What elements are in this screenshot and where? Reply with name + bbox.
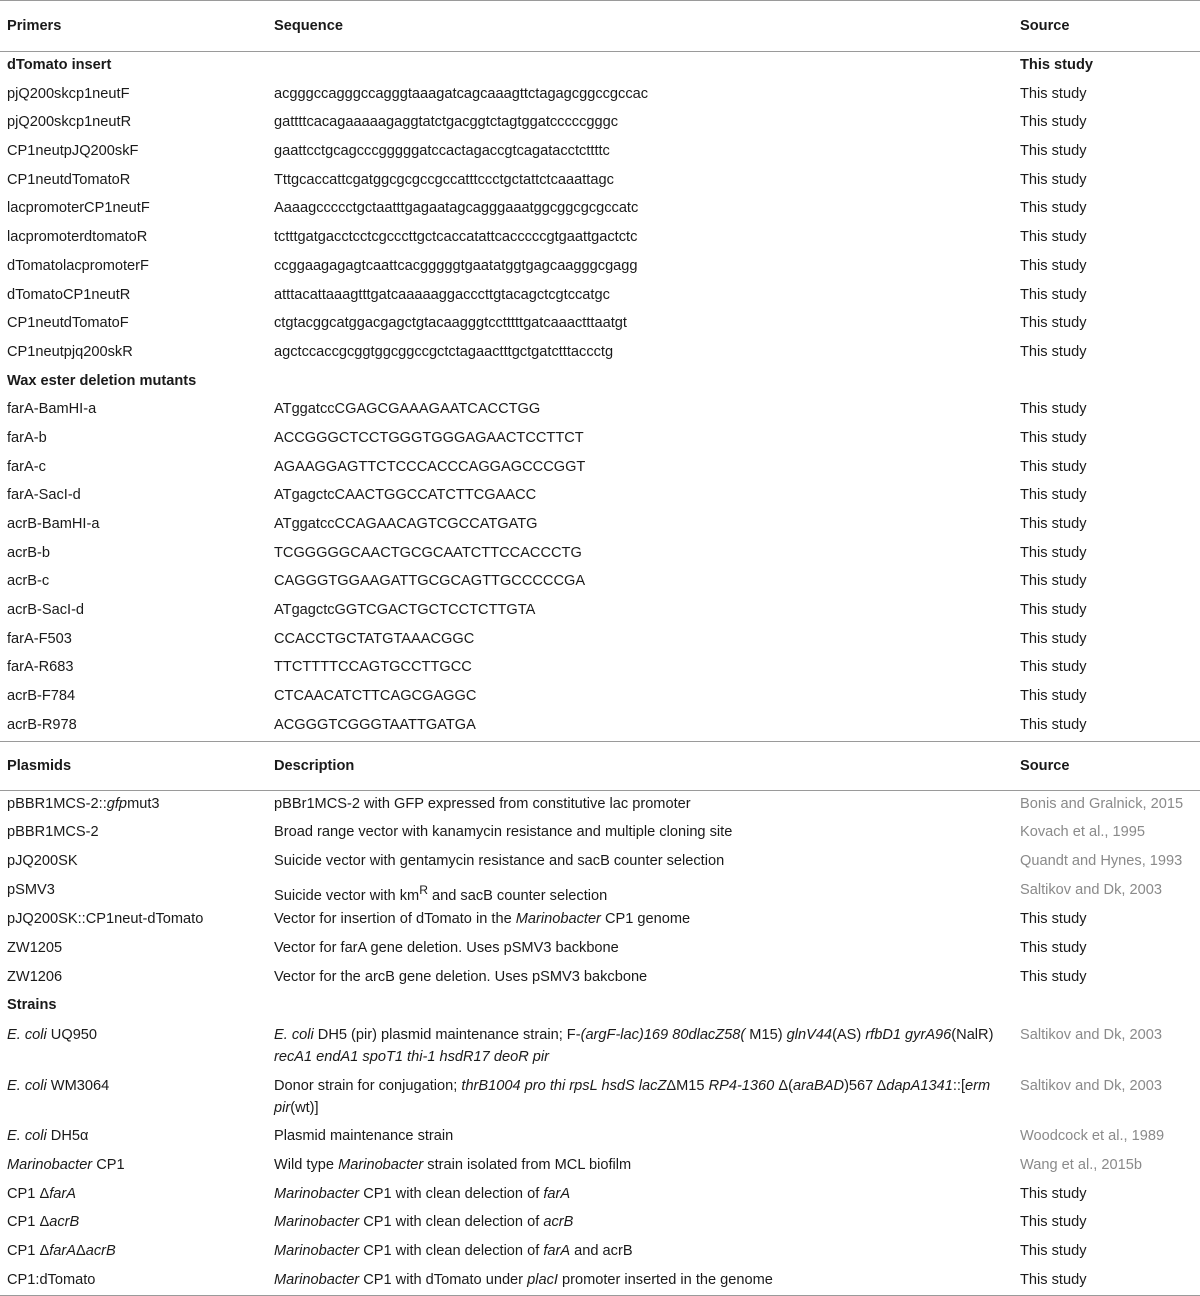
primer-row — [0, 482, 1200, 511]
primer-name: CP1neutdTomatoR — [7, 171, 131, 188]
primer-source: This study — [1020, 200, 1087, 217]
strain-name: CP1 ΔacrB — [7, 1214, 80, 1231]
primer-source: This study — [1020, 573, 1087, 590]
primer-source: This study — [1020, 114, 1087, 131]
plasmid-description: Suicide vector with gentamycin resistance and sacB counter selection — [274, 852, 725, 869]
section-spacer — [267, 52, 1013, 81]
plasmid-source: This study — [1020, 940, 1087, 957]
primer-source: This study — [1020, 487, 1087, 504]
primer-source: This study — [1020, 257, 1087, 274]
primer-sequence: gattttcacagaaaaagaggtatctgacggtctagtggatcccccgggc — [274, 114, 619, 131]
plasmid-row — [0, 935, 1200, 964]
plasmid-name: pJQ200SK::CP1neut-dTomato — [7, 911, 204, 928]
strain-source: This study — [1020, 1185, 1087, 1202]
primer-row — [0, 540, 1200, 569]
primer-row — [0, 712, 1200, 741]
primer-name: CP1neutpJQ200skF — [7, 143, 139, 160]
plasmid-source: Quandt and Hynes, 1993 — [1020, 852, 1183, 869]
plasmid-source: This study — [1020, 968, 1087, 985]
strain-source: This study — [1020, 1214, 1087, 1231]
strain-row — [0, 1209, 1200, 1238]
primer-row — [0, 253, 1200, 282]
plasmid-description: pBBr1MCS-2 with GFP expressed from constitutive lac promoter — [274, 795, 691, 812]
primers-header-row — [0, 1, 1200, 52]
primer-sequence: ACCGGGCTCCTGGGTGGGAGAACTCCTTCT — [274, 429, 584, 446]
primer-source: This study — [1020, 286, 1087, 303]
strain-description: Donor strain for conjugation; thrB1004 pro thi rpsL hsdS lacZΔM15 RP4-1360 Δ(araBAD)567 ΔdapA1341::[erm pir(wt)] — [274, 1078, 991, 1117]
plasmid-row — [0, 964, 1200, 993]
strain-name: E. coli UQ950 — [7, 1027, 98, 1044]
primer-row — [0, 597, 1200, 626]
primer-sequence: agctccaccgcggtggcggccgctctagaactttgctgatctttaccctg — [274, 343, 614, 360]
primer-sequence: acgggccagggccagggtaaagatcagcaaagttctagagcggccgccac — [274, 85, 649, 102]
plasmid-description: Broad range vector with kanamycin resistance and multiple cloning site — [274, 824, 733, 841]
strain-source: This study — [1013, 1267, 1200, 1296]
strain-source: Wang et al., 2015b — [1020, 1156, 1142, 1173]
primer-source: This study — [1020, 401, 1087, 418]
primer-row — [0, 339, 1200, 368]
plasmid-name: pJQ200SK — [7, 852, 78, 869]
primer-name: CP1neutpjq200skR — [7, 343, 133, 360]
plasmid-description: Vector for farA gene deletion. Uses pSMV3 backbone — [274, 940, 619, 957]
strain-description: Plasmid maintenance strain — [274, 1128, 454, 1145]
plasmid-name: pBBR1MCS-2 — [7, 824, 99, 841]
primers-body — [0, 52, 1200, 742]
plasmid-name: ZW1205 — [7, 940, 63, 957]
primer-name: farA-SacI-d — [7, 487, 81, 504]
strain-name: Marinobacter CP1 — [7, 1156, 125, 1173]
strains-section — [0, 992, 1200, 1021]
primer-sequence: atttacattaaagtttgatcaaaaaggacccttgtacagctcgtccatgc — [274, 286, 610, 303]
section-spacer — [267, 368, 1013, 397]
description-column-header: Description — [267, 741, 1013, 790]
primer-row — [0, 654, 1200, 683]
primer-row — [0, 454, 1200, 483]
plasmid-source-column-header: Source — [1013, 741, 1200, 790]
strain-name: CP1 ΔfarA — [7, 1185, 76, 1202]
primer-sequence: ctgtacggcatggacgagctgtacaagggtcctttttgatcaaactttaatgt — [274, 315, 627, 332]
plasmid-row — [0, 819, 1200, 848]
plasmid-row — [0, 848, 1200, 877]
plasmid-name: ZW1206 — [7, 968, 63, 985]
primer-sequence: ACGGGTCGGGTAATTGATGA — [274, 716, 476, 733]
primer-source: This study — [1020, 85, 1087, 102]
primer-row — [0, 511, 1200, 540]
primer-name: lacpromoterCP1neutF — [7, 200, 150, 217]
primer-name: acrB-BamHI-a — [7, 516, 100, 532]
primer-source: This study — [1020, 602, 1087, 619]
strains-section-title: Strains — [7, 997, 57, 1014]
plasmid-source: Bonis and Gralnick, 2015 — [1020, 795, 1184, 812]
primer-sequence: CCACCTGCTATGTAAACGGC — [274, 630, 475, 647]
section-title: dTomato insert — [7, 57, 112, 73]
primer-row — [0, 81, 1200, 110]
strain-row — [0, 1123, 1200, 1152]
primer-name: pjQ200skcp1neutF — [7, 85, 130, 102]
primer-source: This study — [1020, 544, 1087, 561]
primer-name: acrB-R978 — [7, 716, 77, 733]
primer-row — [0, 568, 1200, 597]
strain-name: E. coli WM3064 — [7, 1078, 110, 1095]
section-source — [1013, 368, 1200, 397]
section-heading-row — [0, 992, 1200, 1021]
strain-source: Woodcock et al., 1989 — [1020, 1128, 1165, 1145]
primer-name: farA-c — [7, 458, 46, 475]
plasmid-source: This study — [1020, 911, 1087, 928]
primer-source: This study — [1020, 143, 1087, 160]
strain-name: CP1 ΔfarAΔacrB — [7, 1242, 116, 1259]
primer-row — [0, 626, 1200, 655]
plasmids-body — [0, 790, 1200, 992]
primer-sequence: Aaaagccccctgctaatttgagaatagcagggaaatggcggcgcgccatc — [274, 200, 639, 217]
strain-source: Saltikov and Dk, 2003 — [1020, 1027, 1162, 1044]
strain-row — [0, 1021, 1200, 1072]
primer-row — [0, 310, 1200, 339]
strain-row — [0, 1238, 1200, 1267]
primer-row — [0, 195, 1200, 224]
primer-name: dTomatolacpromoterF — [7, 257, 149, 274]
primer-name: lacpromoterdtomatoR — [7, 229, 148, 246]
primer-name: farA-R683 — [7, 659, 74, 676]
primer-sequence: CAGGGTGGAAGATTGCGCAGTTGCCCCCGA — [274, 573, 586, 590]
plasmid-description: Vector for insertion of dTomato in the Marinobacter CP1 genome — [274, 911, 691, 928]
primer-name: dTomatoCP1neutR — [7, 286, 131, 303]
primer-name: acrB-SacI-d — [7, 602, 85, 619]
section-heading-row — [0, 368, 1200, 397]
strain-name: CP1:dTomato — [0, 1267, 267, 1296]
plasmid-row — [0, 906, 1200, 935]
plasmids-column-header: Plasmids — [0, 741, 267, 790]
primer-source: This study — [1020, 229, 1087, 246]
primer-row — [0, 425, 1200, 454]
primer-sequence: AGAAGGAGTTCTCCCACCCAGGAGCCCGGT — [274, 458, 586, 475]
sequence-column-header: Sequence — [267, 1, 1013, 52]
strain-row — [0, 1072, 1200, 1123]
section-heading-row — [0, 52, 1200, 81]
primer-row — [0, 109, 1200, 138]
source-column-header: Source — [1013, 1, 1200, 52]
strain-description: Wild type Marinobacter strain isolated from MCL biofilm — [274, 1156, 632, 1173]
primer-row — [0, 396, 1200, 425]
strain-row — [0, 1181, 1200, 1210]
primer-name: acrB-b — [7, 544, 50, 561]
primer-source: This study — [1020, 429, 1087, 446]
primer-row — [0, 683, 1200, 712]
primer-source: This study — [1020, 716, 1087, 733]
primer-row — [0, 282, 1200, 311]
strain-name: E. coli DH5α — [7, 1128, 89, 1145]
plasmid-description: Suicide vector with $km^R$ and sacB counter selection — [274, 882, 608, 904]
primer-sequence: ATggatccCCAGAACAGTCGCCATGATG — [274, 516, 538, 532]
primer-name: farA-BamHI-a — [7, 401, 97, 418]
plasmid-name: pBBR1MCS-2::gfpmut3 — [7, 795, 160, 812]
strain-source: Saltikov and Dk, 2003 — [1020, 1078, 1162, 1095]
primer-row — [0, 224, 1200, 253]
plasmid-source: Kovach et al., 1995 — [1020, 824, 1145, 841]
primer-sequence: gaattcctgcagcccgggggatccactagaccgtcagatacctcttttc — [274, 143, 610, 160]
primer-source: This study — [1020, 516, 1087, 532]
section-source: This study — [1020, 57, 1093, 73]
primer-sequence: TCGGGGGCAACTGCGCAATCTTCCACCCTG — [274, 544, 582, 561]
strain-row — [0, 1267, 1200, 1296]
strain-description: E. coli DH5 (pir) plasmid maintenance strain; F-(argF-lac)169 80dlacZ58( M15) glnV44(AS) rfbD1 gyrA96(NalR) recA1 endA1 spoT1 thi-1 hsdR17 deoR pir — [274, 1027, 994, 1066]
strain-description: Marinobacter CP1 with clean delection of farA and acrB — [274, 1242, 633, 1259]
section-title: Wax ester deletion mutants — [7, 372, 197, 389]
plasmid-source: Saltikov and Dk, 2003 — [1020, 881, 1162, 898]
plasmid-name: pSMV3 — [7, 881, 55, 898]
plasmids-header-row — [0, 741, 1200, 790]
plasmid-row — [0, 790, 1200, 819]
primer-name: CP1neutdTomatoF — [7, 315, 129, 332]
primer-source: This study — [1020, 688, 1087, 705]
primer-sequence: ATgagctcCAACTGGCCATCTTCGAACC — [274, 487, 537, 504]
primers-column-header: Primers — [0, 1, 267, 52]
primer-sequence: ATggatccCGAGCGAAAGAATCACCTGG — [274, 401, 541, 418]
primer-sequence: Tttgcaccattcgatggcgcgccgccatttccctgctattctcaaattagc — [274, 171, 614, 188]
primer-source: This study — [1020, 315, 1087, 332]
primer-name: farA-F503 — [7, 630, 72, 647]
primer-source: This study — [1020, 171, 1087, 188]
primer-sequence: ATgagctcGGTCGACTGCTCCTCTTGTA — [274, 602, 536, 619]
primer-name: farA-b — [7, 429, 47, 446]
strain-description: Marinobacter CP1 with clean delection of acrB — [274, 1214, 574, 1231]
strain-source: This study — [1020, 1242, 1087, 1259]
primer-sequence: ccggaagagagtcaattcacgggggtgaatatggtgagcaagggcgagg — [274, 257, 638, 274]
primer-name: acrB-c — [7, 573, 50, 590]
plasmid-description: Vector for the arcB gene deletion. Uses pSMV3 bakcbone — [274, 968, 648, 985]
primer-row — [0, 167, 1200, 196]
primer-source: This study — [1020, 343, 1087, 360]
primer-source: This study — [1020, 659, 1087, 676]
primer-name: acrB-F784 — [7, 688, 76, 705]
primer-name: pjQ200skcp1neutR — [7, 114, 132, 131]
primer-sequence: tctttgatgacctcctcgcccttgctcaccatattcacccccgtgaattgactctc — [274, 229, 638, 246]
primer-sequence: TTCTTTTCCAGTGCCTTGCC — [274, 659, 472, 676]
primer-row — [0, 138, 1200, 167]
strains-body — [0, 1021, 1200, 1296]
strain-description: Marinobacter CP1 with clean delection of farA — [274, 1185, 571, 1202]
primer-sequence: CTCAACATCTTCAGCGAGGC — [274, 688, 477, 705]
primer-source: This study — [1020, 458, 1087, 475]
strain-row — [0, 1152, 1200, 1181]
strain-description: Marinobacter CP1 with dTomato under placI promoter inserted in the genome — [267, 1267, 1013, 1296]
primer-source: This study — [1020, 630, 1087, 647]
plasmids-header-group — [0, 741, 1200, 790]
plasmid-row — [0, 877, 1200, 907]
